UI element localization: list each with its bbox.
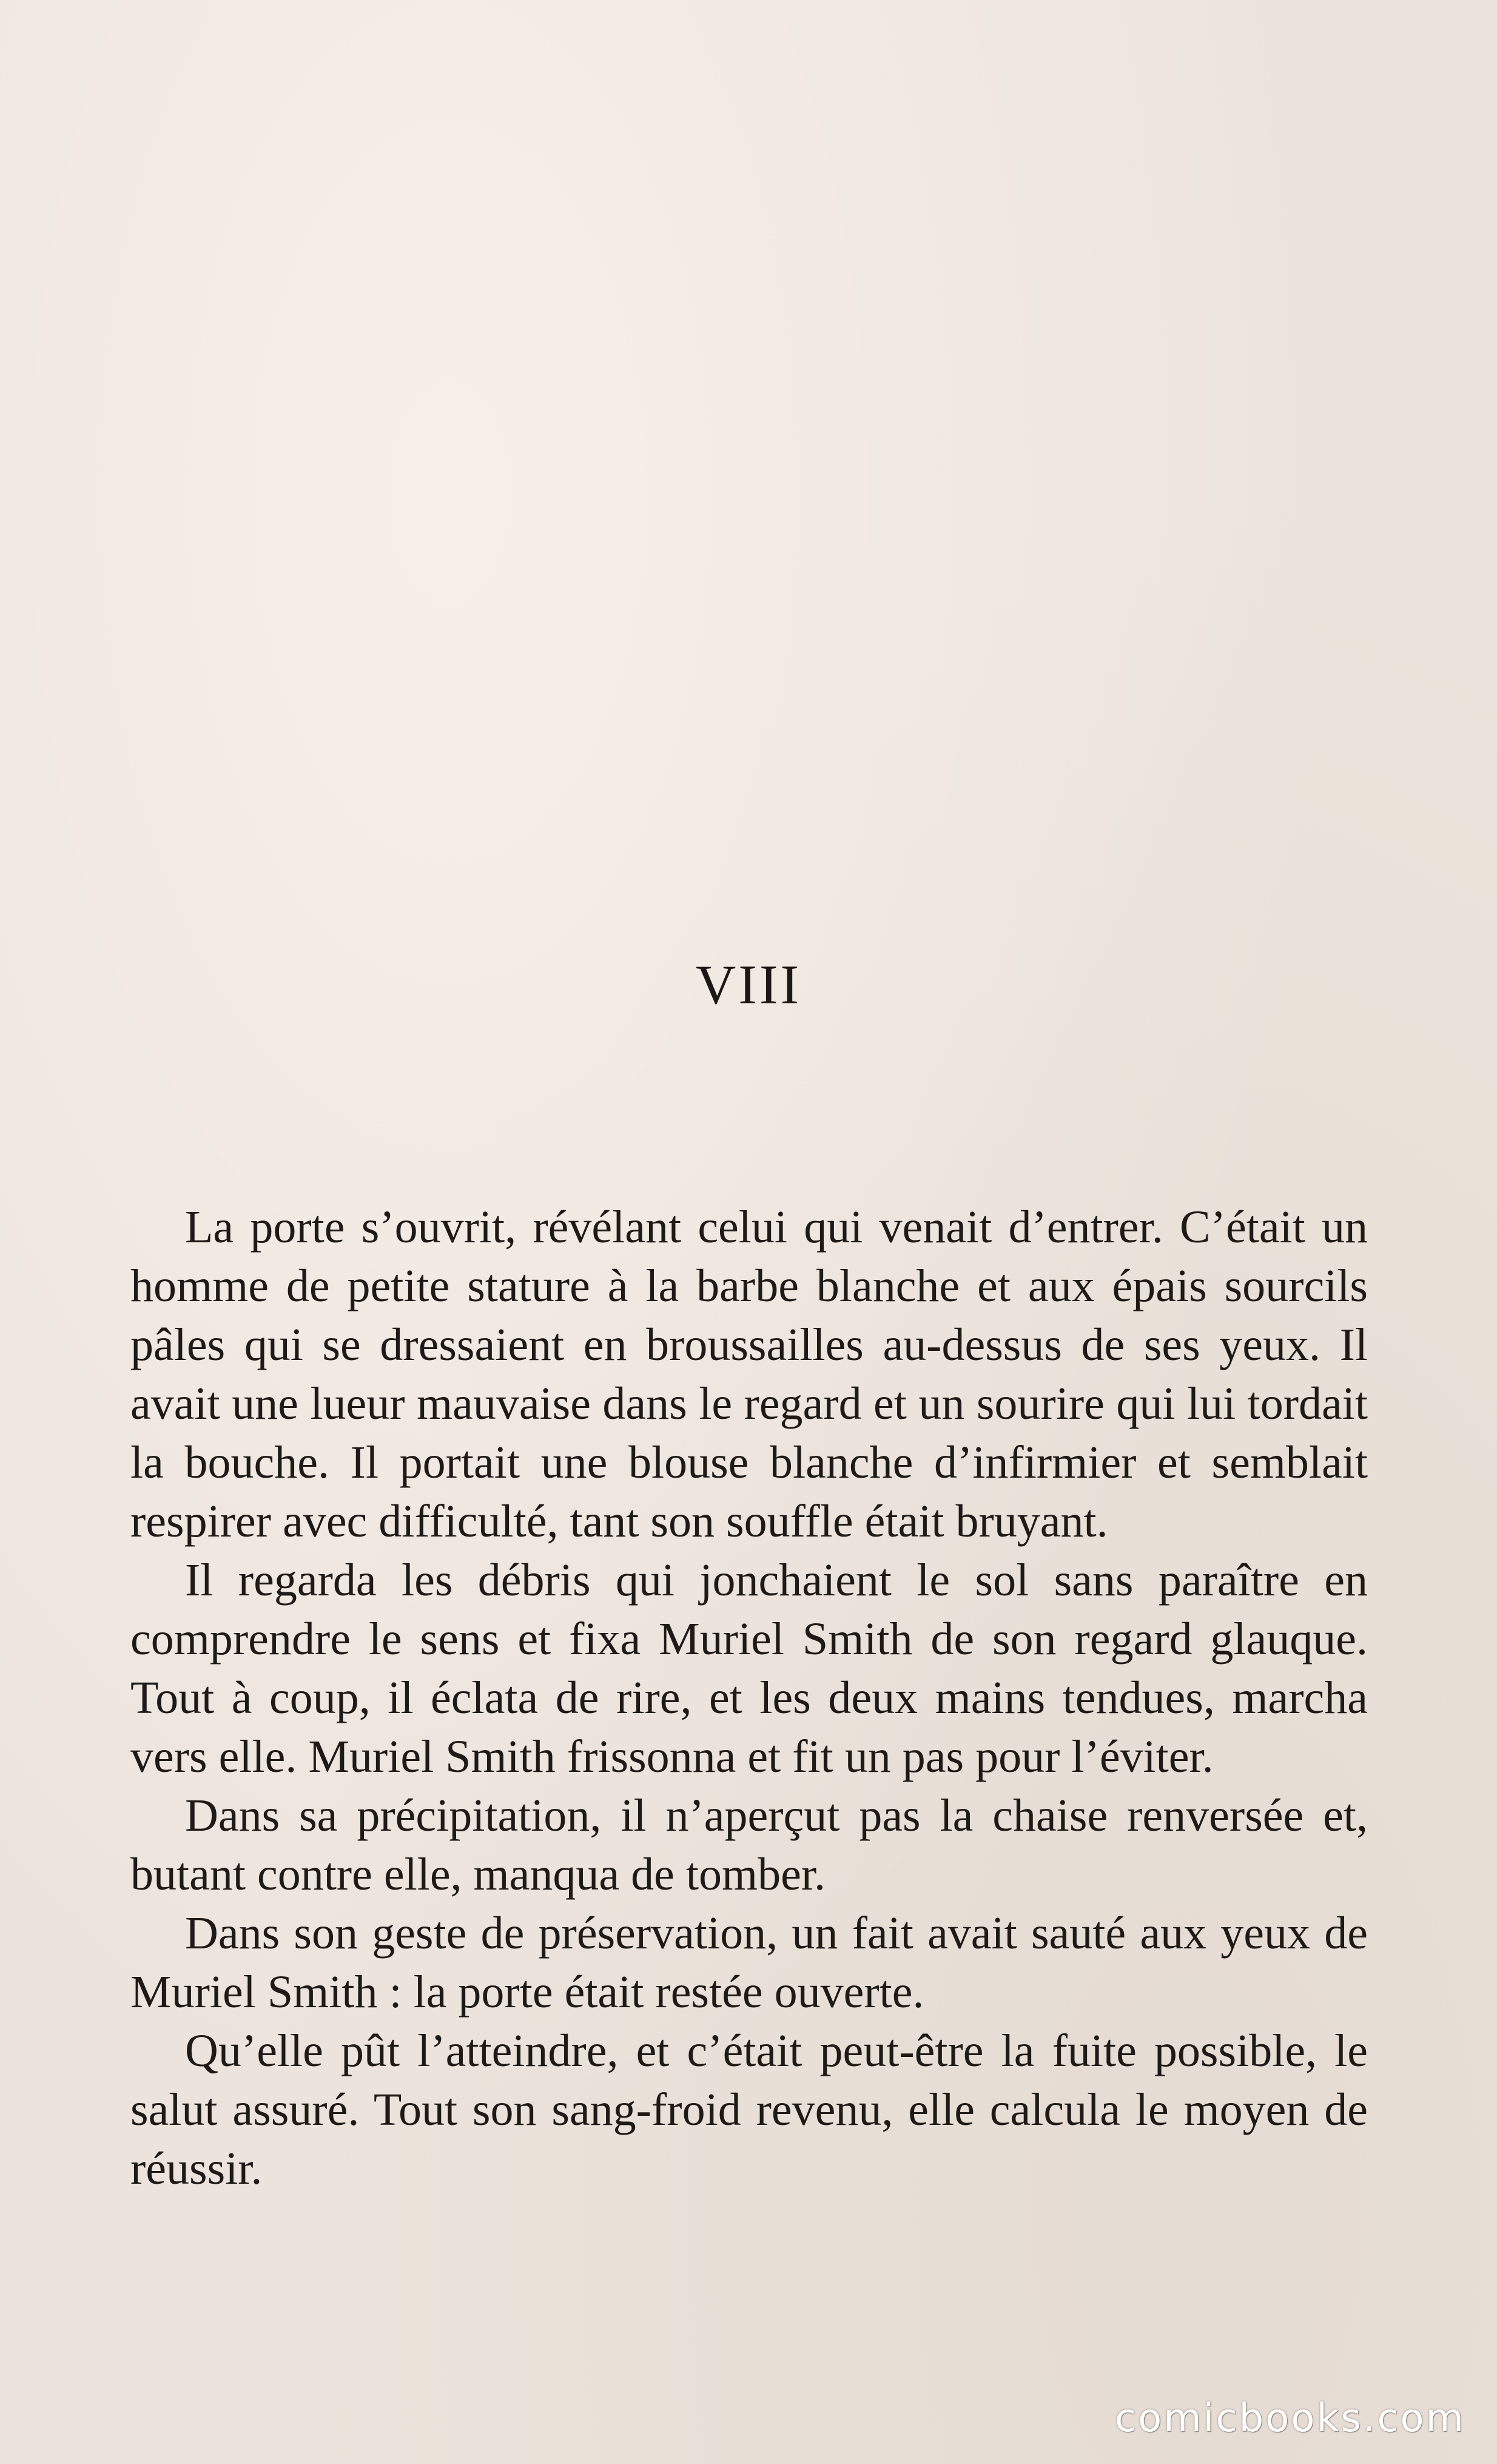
paragraph: La porte s’ouvrit, révélant celui qui venait d’entrer. C’était un homme de petite stature à la barbe blanche et aux épais sourcils pâles qui se dressaient en broussailles au-dessus de ses yeux. Il avait une lueur mauvaise dans le regard et un sourire qui lui tordait la bouche. Il portait une blouse blanche d’infirmier et semblait respirer avec difficulté, tant son souffle était bruyant. bbox=[130, 1202, 1368, 1547]
bleed-through-texture bbox=[115, 243, 1377, 301]
paragraph: Dans sa précipitation, il n’aperçut pas la chaise renversée et, butant contre elle, manqua de tomber. bbox=[130, 1790, 1368, 1900]
paragraph: Il regarda les débris qui jonchaient le sol sans paraître en comprendre le sens et fixa Muriel Smith de son regard glauque. Tout à coup, il éclata de rire, et les deux mains tendues, marcha vers elle. Muriel Smith frissonna et fit un pas pour l’éviter. bbox=[130, 1555, 1368, 1782]
watermark: comicbooks.com bbox=[1114, 2396, 1465, 2441]
chapter-number: VIII bbox=[695, 954, 802, 1015]
paragraph: Qu’elle pût l’atteindre, et c’était peut-être la fuite possible, le salut assuré. Tout son sang-froid revenu, elle calcula le moyen de réussir. bbox=[130, 2025, 1368, 2194]
paragraph: Dans son geste de préservation, un fait avait sauté aux yeux de Muriel Smith : la porte était restée ouverte. bbox=[130, 1908, 1368, 2018]
body-text bbox=[130, 1198, 1368, 2198]
